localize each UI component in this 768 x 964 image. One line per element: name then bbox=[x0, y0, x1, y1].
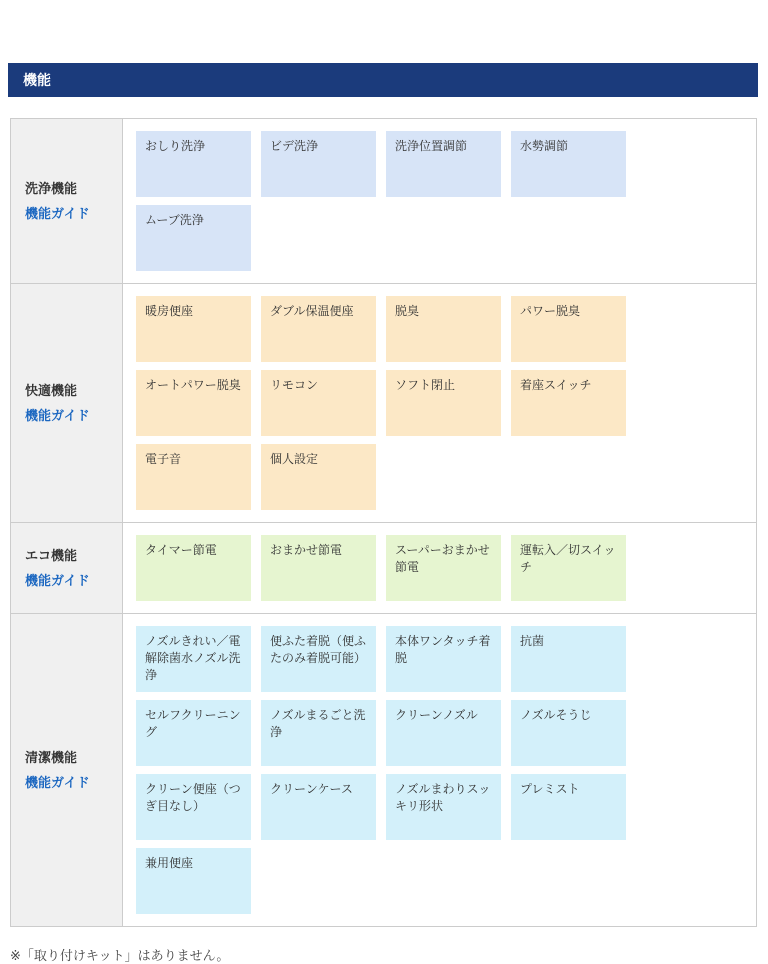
feature-cell: 個人設定 bbox=[261, 444, 376, 510]
feature-cell: 運転入／切スイッチ bbox=[511, 535, 626, 601]
feature-guide-link[interactable]: 機能ガイド bbox=[25, 407, 90, 423]
feature-cell: 水勢調節 bbox=[511, 131, 626, 197]
feature-cell: ソフト閉止 bbox=[386, 370, 501, 436]
category-label: 快適機能 bbox=[25, 383, 78, 399]
category-label: 清潔機能 bbox=[25, 750, 78, 766]
feature-cell: 兼用便座 bbox=[136, 848, 251, 914]
feature-cells bbox=[123, 284, 756, 522]
feature-cell: オートパワー脱臭 bbox=[136, 370, 251, 436]
category-label: エコ機能 bbox=[25, 548, 78, 564]
feature-cell: ノズルきれい／電解除菌水ノズル洗浄 bbox=[136, 626, 251, 692]
section-title: 機能 bbox=[23, 72, 51, 88]
feature-guide-link[interactable]: 機能ガイド bbox=[25, 572, 90, 588]
feature-cell: 暖房便座 bbox=[136, 296, 251, 362]
feature-cell: パワー脱臭 bbox=[511, 296, 626, 362]
feature-cell: スーパーおまかせ節電 bbox=[386, 535, 501, 601]
feature-row-comfort bbox=[11, 283, 756, 522]
feature-cell: ムーブ洗浄 bbox=[136, 205, 251, 271]
row-header-eco bbox=[11, 523, 123, 613]
feature-guide-link[interactable]: 機能ガイド bbox=[25, 774, 90, 790]
feature-cell: 本体ワンタッチ着脱 bbox=[386, 626, 501, 692]
feature-cell: ノズルまるごと洗浄 bbox=[261, 700, 376, 766]
feature-cell: クリーンノズル bbox=[386, 700, 501, 766]
feature-cell: 便ふた着脱（便ふたのみ着脱可能） bbox=[261, 626, 376, 692]
feature-cell: おしり洗浄 bbox=[136, 131, 251, 197]
section-header-bar bbox=[8, 63, 758, 97]
footnote: ※「取り付けキット」はありません。 bbox=[10, 948, 230, 963]
feature-cell: ビデ洗浄 bbox=[261, 131, 376, 197]
feature-cells bbox=[123, 119, 756, 283]
feature-cell: おまかせ節電 bbox=[261, 535, 376, 601]
feature-cell: 着座スイッチ bbox=[511, 370, 626, 436]
category-label: 洗浄機能 bbox=[25, 181, 78, 197]
feature-cell: 脱臭 bbox=[386, 296, 501, 362]
feature-row-clean bbox=[11, 613, 756, 926]
feature-cell: クリーンケース bbox=[261, 774, 376, 840]
feature-row-eco bbox=[11, 522, 756, 613]
feature-cell: ノズルそうじ bbox=[511, 700, 626, 766]
feature-cell: プレミスト bbox=[511, 774, 626, 840]
row-header-clean bbox=[11, 614, 123, 926]
row-header-wash bbox=[11, 119, 123, 283]
feature-cell: 抗菌 bbox=[511, 626, 626, 692]
feature-cell: ノズルまわりスッキリ形状 bbox=[386, 774, 501, 840]
feature-cell: リモコン bbox=[261, 370, 376, 436]
feature-cell: セルフクリーニング bbox=[136, 700, 251, 766]
row-header-comfort bbox=[11, 284, 123, 522]
feature-cell: ダブル保温便座 bbox=[261, 296, 376, 362]
feature-cell: クリーン便座（つぎ目なし） bbox=[136, 774, 251, 840]
feature-table bbox=[10, 118, 757, 927]
page bbox=[0, 63, 768, 963]
feature-cell: タイマー節電 bbox=[136, 535, 251, 601]
feature-guide-link[interactable]: 機能ガイド bbox=[25, 205, 90, 221]
feature-cells bbox=[123, 523, 756, 613]
feature-row-wash bbox=[11, 119, 756, 283]
feature-cells bbox=[123, 614, 756, 926]
feature-cell: 電子音 bbox=[136, 444, 251, 510]
feature-cell: 洗浄位置調節 bbox=[386, 131, 501, 197]
